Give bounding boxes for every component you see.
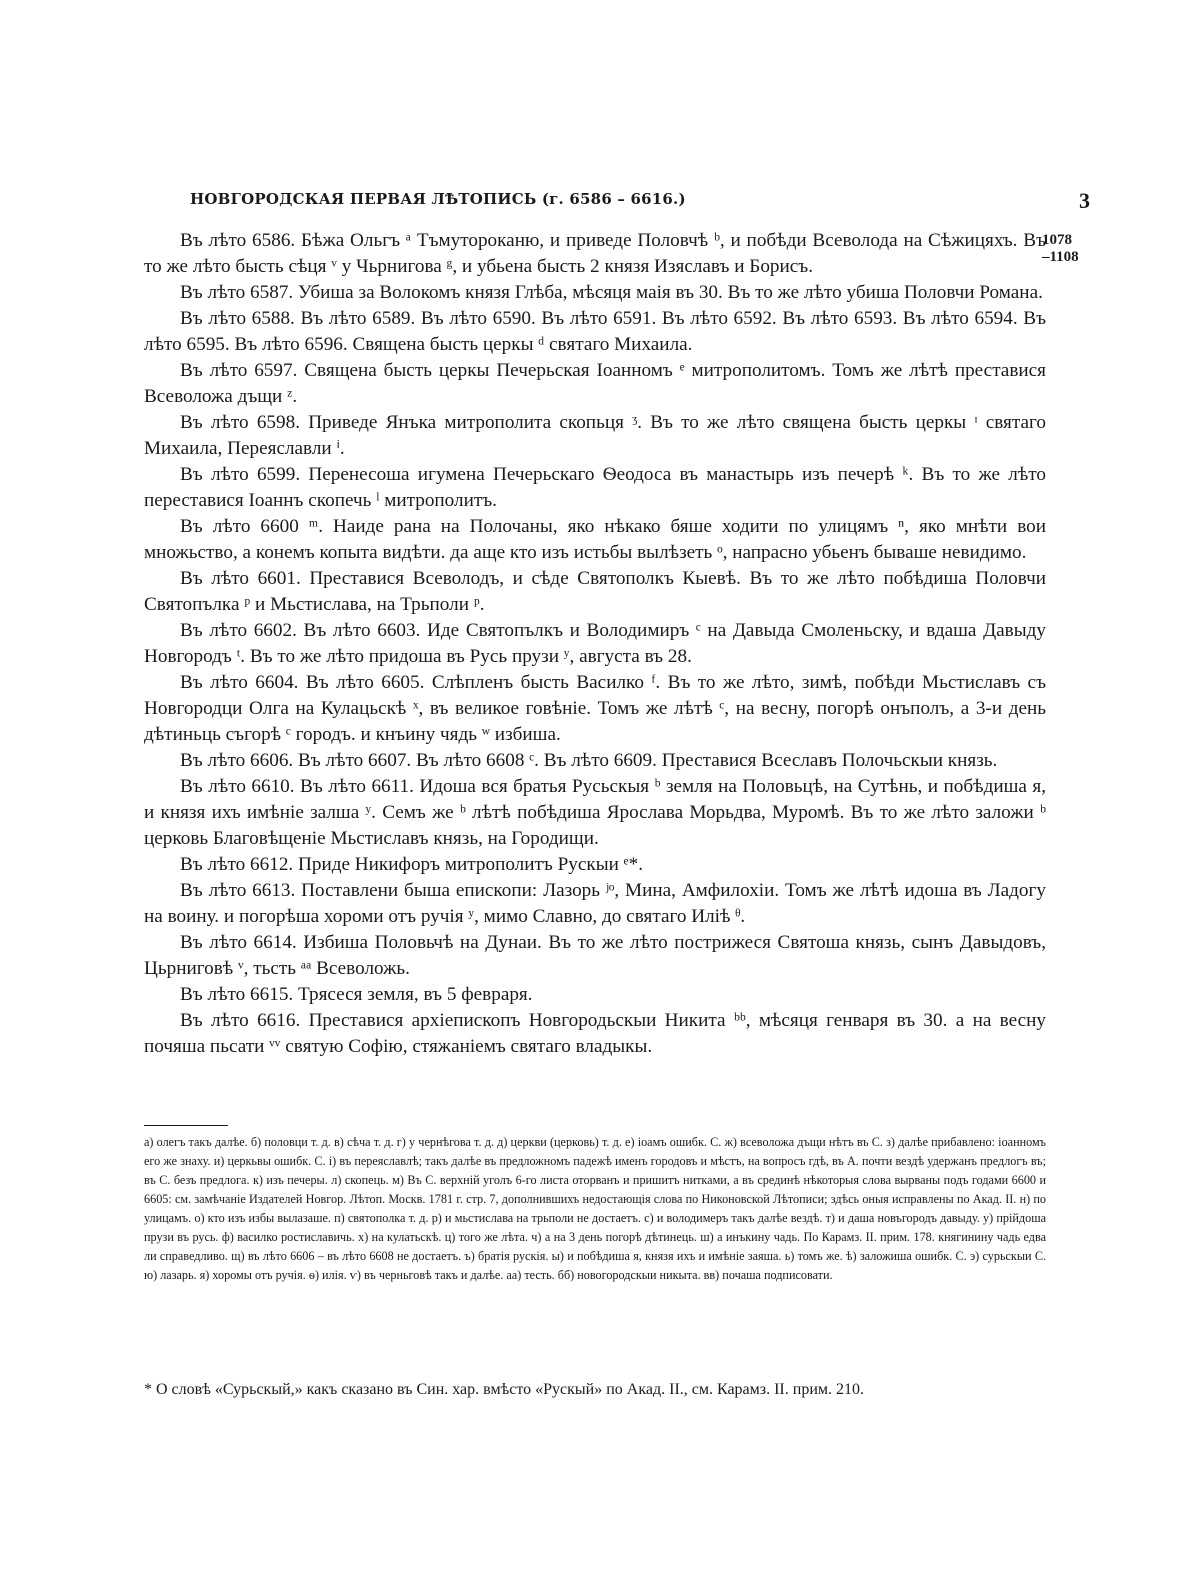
chronicle-entry: Въ лѣто 6610. Въ лѣто 6611. Идоша вся братья Русьскыя ᵇ земля на Половьцѣ, на Сутѣнь, и побѣдиша я, и князя ихъ имѣніе залша ʸ. Семъ же ᵇ лѣтѣ побѣдиша Ярослава Морьдва, Муромѣ. Въ то же лѣто заложи ᵇ церковь Благовѣщеніе Мьстиславъ князь, на Городищи. [144, 776, 1046, 849]
variant-readings-notes [144, 1133, 1046, 1285]
chronicle-entry: Въ лѣто 6587. Убиша за Волокомъ князя Глѣба, мѣсяця маія въ 30. Въ то же лѣто убиша Половчи Романа. [180, 282, 1043, 303]
chronicle-entry: Въ лѣто 6586. Бѣжа Ольгъ ᵃ Тъмутороканю, и приведе Половчѣ ᵇ, и побѣди Всеволода на Сѣжицяхъ. Въ то же лѣто бысть сѣця ᵛ у Чьрнигова ᵍ, и убьена бысть 2 князя Изяславъ и Борисъ. [144, 230, 1046, 277]
chronicle-entry: Въ лѣто 6601. Преставися Всеволодъ, и сѣде Святополкъ Кыевѣ. Въ то же лѣто побѣдиша Половчи Святопълка ᵖ и Мьстислава, на Трьполи ᵖ. [144, 568, 1046, 615]
chronicle-entry: Въ лѣто 6588. Въ лѣто 6589. Въ лѣто 6590. Въ лѣто 6591. Въ лѣто 6592. Въ лѣто 6593. Въ лѣто 6594. Въ лѣто 6595. Въ лѣто 6596. Священа бысть церкы ᵈ святаго Михаила. [144, 308, 1046, 355]
page-number: 3 [1079, 188, 1090, 213]
chronicle-entry: Въ лѣто 6604. Въ лѣто 6605. Слѣпленъ бысть Василко ᶠ. Въ то же лѣто, зимѣ, побѣди Мьстиславъ съ Новгородци Олга на Кулацьскѣ ˣ, въ великое говѣніе. Томъ же лѣтѣ ᶜ, на весну, погорѣ онъполъ, а 3-и день дѣтиньць съгорѣ ᶜ городъ. и кнъину чядь ʷ избиша. [144, 672, 1046, 745]
running-header [190, 190, 1090, 214]
chronicle-entry: Въ лѣто 6599. Перенесоша игумена Печерьскаго Ѳеодоса въ манастырь изъ печерѣ ᵏ. Въ то же лѣто переставися Іоаннъ скопечь ˡ митрополитъ. [144, 464, 1046, 511]
chronicle-entry: Въ лѣто 6616. Преставися архіепископъ Новгородьскыи Никита ᵇᵇ, мѣсяця генваря въ 30. а на весну почяша пьсати ᵛᵛ святую Софію, стяжаніемъ святаго владыкы. [144, 1010, 1046, 1057]
chronicle-text [144, 228, 1046, 1060]
header-title: НОВГОРОДСКАЯ ПЕРВАЯ ЛѢТОПИСЬ (г. 6586 – 6616.) [190, 190, 686, 208]
chronicle-entry: Въ лѣто 6597. Священа бысть церкы Печерьская Іоанномъ ᵉ митрополитомъ. Томъ же лѣтѣ преставися Всеволожа дъщи ᶻ. [144, 360, 1046, 407]
chronicle-entry: Въ лѣто 6615. Трясеся земля, въ 5 февраря. [180, 984, 533, 1005]
chronicle-entry: Въ лѣто 6602. Въ лѣто 6603. Иде Святопълкъ и Володимиръ ᶜ на Давыда Смоленьску, и вдаша Давыду Новгородъ ᵗ. Въ то же лѣто придоша въ Русь прузи ʸ, августа въ 28. [144, 620, 1046, 667]
chronicle-entry: Въ лѣто 6613. Поставлени быша епископи: Лазорь ʲᵒ, Мина, Амфилохіи. Томъ же лѣтѣ идоша въ Ладогу на воину. и погорѣша хороми отъ ручія ʸ, мимо Славно, до святаго Илiѣ ᶿ. [144, 880, 1046, 927]
notes-paragraph: а) олегъ такъ далѣе. б) половци т. д. в) сѣча т. д. г) у чернѣгова т. д. д) церкви (церковь) т. д. е) іоамъ ошибк. С. ж) всеволожа дъщи нѣтъ въ С. з) далѣе прибавлено: іоанномъ его же знаху. и) церкьвы ошибк. С. і) въ переяславлѣ; такъ далѣе въ предложномъ падежѣ именъ городовъ и мѣстъ, на вопросъ гдѣ, въ А. почти вездѣ удержанъ предлогъ въ; въ С. безъ предлога. к) изъ печеры. л) скопець. м) Въ С. верхній уголъ 6-го листа оторванъ и пришитъ нитками, а въ срединѣ нѣкоторыя слова вырваны подъ годами 6600 и 6605: см. замѣчаніе Издателей Новгор. Лѣтоп. Москв. 1781 г. стр. 7, дополнившихъ недостающія слова по Никоновской Лѣтописи; здѣсь оныя исправлены по Акад. II. н) по улицамъ. о) кто изъ избы вылазаше. п) святополка т. д. р) и мьстислава на трьполи не достаетъ. с) и володимеръ такъ далѣе вездѣ. т) и даша новъгородъ давыду. у) прійдоша прузи въ русь. ф) василко ростиславичь. х) на кулатьскѣ. ц) того же лѣта. ч) а на 3 день погорѣ дѣтинець. ш) а инъкину чадь. По Карамз. II. прим. 178. княгинину чадь едва ли справедливо. щ) въ лѣто 6606 – въ лѣто 6608 не достаетъ. ъ) братія рускія. ы) и побѣдиша я, князя ихъ и имѣніе заяша. ь) томъ же. ѣ) заложиша ошибк. С. э) сурьскыи С. ю) лазарь. я) хоромы отъ ручія. ѳ) илія. ѵ) въ черньговѣ такъ и далѣе. аа) тесть. бб) новогородскыи никыта. вв) почаша подписовати. [144, 1135, 1046, 1282]
chronicle-entry: Въ лѣто 6600 ᵐ. Наиде рана на Полочаны, яко нѣкако бяше ходити по улицямъ ⁿ, яко мнѣти вои множьство, а конемъ копыта видѣти. да аще кто изъ истьбы вылѣзеть ᵒ, напрасно убьенъ бываше невидимо. [144, 516, 1046, 563]
margin-year-start: 1078 [1042, 232, 1072, 248]
notes-divider [144, 1125, 228, 1126]
chronicle-entry: Въ лѣто 6612. Приде Никифоръ митрополитъ Рускыи ᵉ*. [180, 854, 643, 875]
chronicle-entry: Въ лѣто 6614. Избиша Половьчѣ на Дунаи. Въ то же лѣто пострижеся Святоша князь, сынъ Давыдовъ, Цьрниговѣ ᵛ, тьсть ᵃᵃ Всеволожь. [144, 932, 1046, 979]
chronicle-entry: Въ лѣто 6598. Приведе Янъка митрополита скопьця ᶾ. Въ то же лѣто священа бысть церкы ᶦ святаго Михаила, Переяславли ⁱ. [144, 412, 1046, 459]
footnote: * О словѣ «Сурьскый,» какъ сказано въ Син. хар. вмѣсто «Рускый» по Акад. II., см. Карамз. II. прим. 210. [144, 1381, 865, 1398]
chronicle-entry: Въ лѣто 6606. Въ лѣто 6607. Въ лѣто 6608 ᶜ. Въ лѣто 6609. Преставися Всеславъ Полочьскыи князь. [180, 750, 998, 771]
margin-year-end: –1108 [1042, 249, 1079, 265]
